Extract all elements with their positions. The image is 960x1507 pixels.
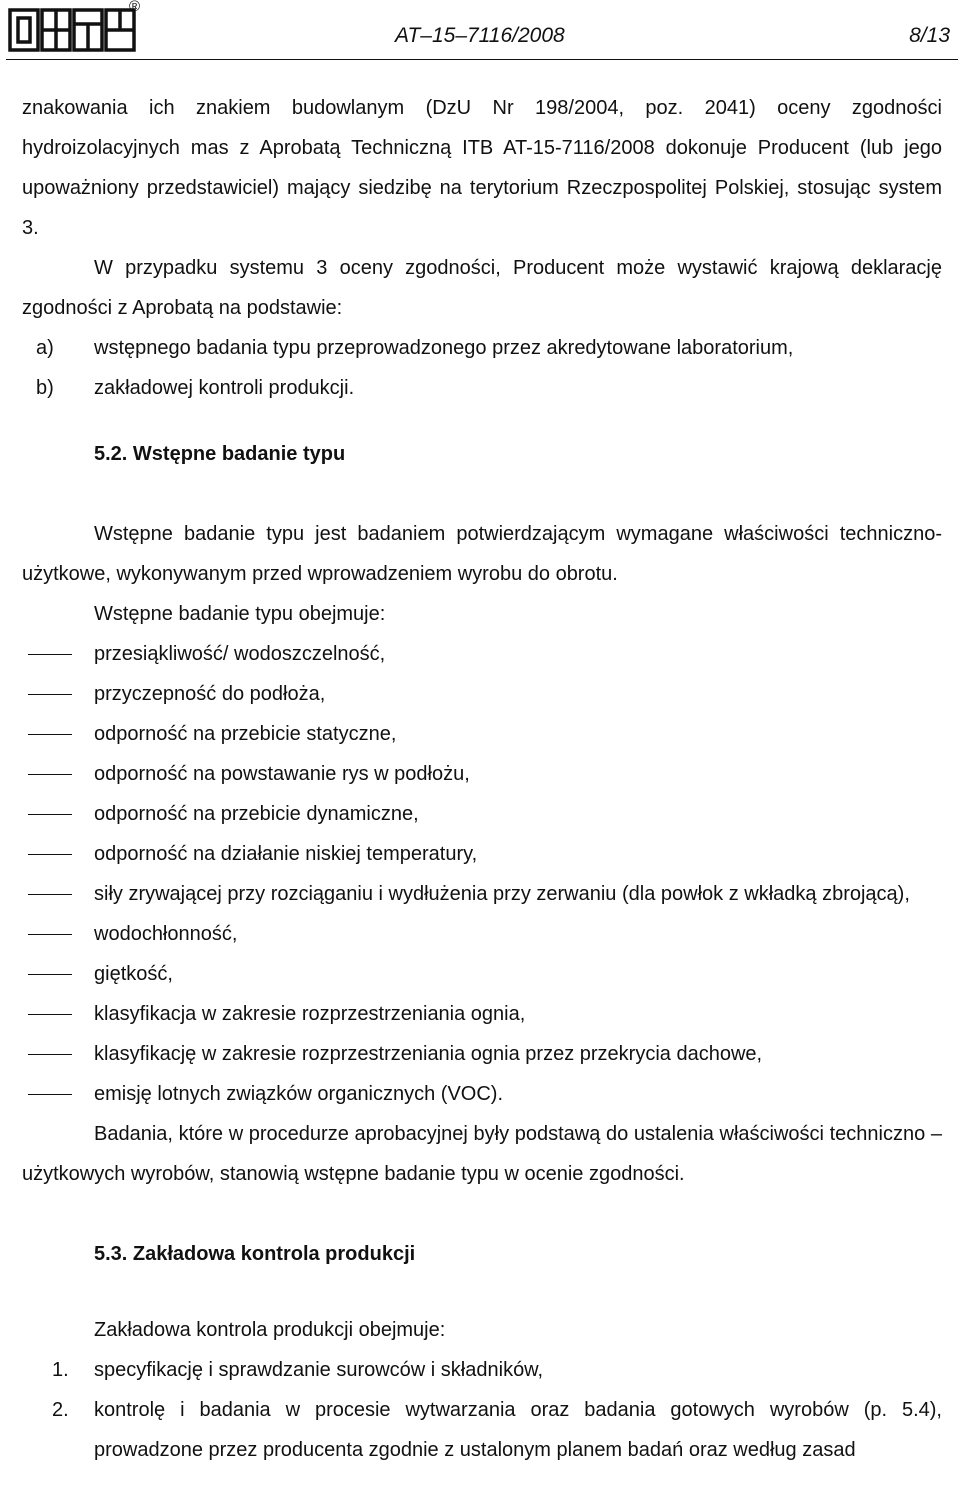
list-item bbox=[22, 368, 942, 408]
paragraph: Zakładowa kontrola produkcji obejmuje: bbox=[94, 1319, 446, 1341]
document-id: AT–15–7116/2008 bbox=[395, 24, 565, 47]
list-text: giętkość, bbox=[94, 963, 173, 985]
list-text: specyfikację i sprawdzanie surowców i składników, bbox=[94, 1359, 544, 1381]
registered-mark: ® bbox=[129, 0, 141, 15]
list-item bbox=[22, 1390, 942, 1470]
list-label: a) bbox=[36, 337, 54, 359]
list-text: przesiąkliwość/ wodoszczelność, bbox=[94, 643, 386, 665]
list-text: wodochłonność, bbox=[94, 923, 238, 945]
list-item bbox=[22, 674, 942, 714]
itb-logo bbox=[8, 6, 138, 52]
dash-bullet bbox=[22, 954, 94, 994]
dash-bullet bbox=[22, 1034, 94, 1074]
paragraph: W przypadku systemu 3 oceny zgodności, Producent może wystawić krajową deklarację zgodności z Aprobatą na podstawie: bbox=[22, 257, 942, 319]
list-item bbox=[22, 994, 942, 1034]
list-label: 2. bbox=[52, 1399, 69, 1421]
list-item bbox=[22, 1074, 942, 1114]
list-label: 1. bbox=[52, 1359, 69, 1381]
dash-bullet bbox=[22, 914, 94, 954]
dash-bullet bbox=[22, 794, 94, 834]
dash-bullet bbox=[22, 994, 94, 1034]
list-text: emisję lotnych związków organicznych (VOC). bbox=[94, 1083, 504, 1105]
dash-bullet bbox=[22, 634, 94, 674]
section-heading: 5.3. Zakładowa kontrola produkcji bbox=[94, 1243, 416, 1265]
dash-list bbox=[22, 634, 942, 1114]
section-heading: 5.2. Wstępne badanie typu bbox=[94, 443, 346, 465]
list-item bbox=[22, 794, 942, 834]
dash-bullet bbox=[22, 714, 94, 754]
list-item bbox=[22, 754, 942, 794]
list-item bbox=[22, 634, 942, 674]
dash-bullet bbox=[22, 754, 94, 794]
header-rule bbox=[6, 59, 958, 60]
list-text: odporność na przebicie dynamiczne, bbox=[94, 803, 419, 825]
list-text: klasyfikację w zakresie rozprzestrzeniania ognia przez przekrycia dachowe, bbox=[94, 1043, 763, 1065]
list-text: przyczepność do podłoża, bbox=[94, 683, 326, 705]
list-text: odporność na powstawanie rys w podłożu, bbox=[94, 763, 470, 785]
document-body bbox=[22, 88, 942, 1470]
paragraph: Wstępne badanie typu obejmuje: bbox=[94, 603, 386, 625]
list-item bbox=[22, 328, 942, 368]
list-text: klasyfikacja w zakresie rozprzestrzeniania ognia, bbox=[94, 1003, 526, 1025]
dash-bullet bbox=[22, 1074, 94, 1114]
dash-bullet bbox=[22, 674, 94, 714]
list-text: siły zrywającej przy rozciąganiu i wydłużenia przy zerwaniu (dla powłok z wkładką zbrojącą), bbox=[94, 883, 910, 905]
list-item bbox=[22, 954, 942, 994]
list-item bbox=[22, 1350, 942, 1390]
paragraph: Wstępne badanie typu jest badaniem potwierdzającym wymagane właściwości techniczno-użytkowe, wykonywanym przed wprowadzeniem wyrobu do obrotu. bbox=[22, 523, 942, 585]
list-item bbox=[22, 1034, 942, 1074]
list-item bbox=[22, 874, 942, 914]
list-item bbox=[22, 714, 942, 754]
list-item bbox=[22, 914, 942, 954]
dash-bullet bbox=[22, 834, 94, 874]
dash-bullet bbox=[22, 874, 94, 914]
paragraph: Badania, które w procedurze aprobacyjnej były podstawą do ustalenia właściwości techniczno – użytkowych wyrobów, stanowią wstępne badanie typu w ocenie zgodności. bbox=[22, 1123, 942, 1185]
list-label: b) bbox=[36, 377, 54, 399]
list-text: kontrolę i badania w procesie wytwarzania oraz badania gotowych wyrobów (p. 5.4), prowadzone przez producenta zgodnie z ustalonym planem badań oraz według zasad bbox=[94, 1399, 942, 1461]
list-item bbox=[22, 834, 942, 874]
list-text: odporność na działanie niskiej temperatury, bbox=[94, 843, 478, 865]
page-header bbox=[0, 0, 960, 62]
paragraph: znakowania ich znakiem budowlanym (DzU Nr 198/2004, poz. 2041) oceny zgodności hydroizolacyjnych mas z Aprobatą Techniczną ITB AT-15-7116/2008 dokonuje Producent (lub jego upoważniony przedstawiciel) mający siedzibę na terytorium Rzeczpospolitej Polskiej, stosując system 3. bbox=[22, 97, 942, 239]
list-text: odporność na przebicie statyczne, bbox=[94, 723, 397, 745]
list-text: wstępnego badania typu przeprowadzonego przez akredytowane laboratorium, bbox=[94, 337, 794, 359]
page-number: 8/13 bbox=[909, 24, 950, 47]
list-text: zakładowej kontroli produkcji. bbox=[94, 377, 355, 399]
